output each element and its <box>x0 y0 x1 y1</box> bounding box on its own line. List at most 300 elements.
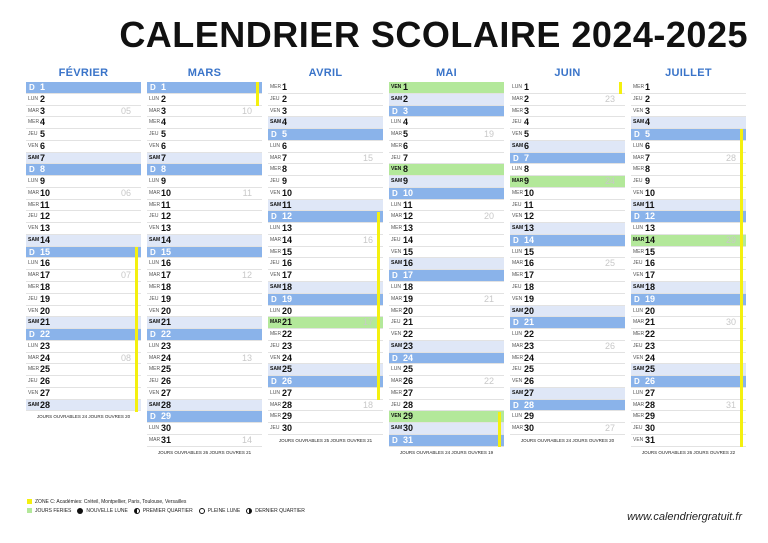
vacation-bar <box>135 247 138 412</box>
weekday-label: MAR <box>270 401 282 408</box>
day-row[interactable] <box>268 94 383 106</box>
day-row[interactable] <box>26 129 141 141</box>
day-row[interactable] <box>631 82 746 94</box>
weekday-label: LUN <box>633 389 644 396</box>
weekday-label: VEN <box>270 272 281 279</box>
day-row[interactable] <box>389 247 504 259</box>
weekday-label: LUN <box>512 84 523 90</box>
day-row[interactable] <box>510 388 625 400</box>
day-row[interactable] <box>268 129 383 141</box>
day-row[interactable] <box>631 223 746 235</box>
day-row[interactable] <box>631 235 746 247</box>
day-row[interactable] <box>631 106 746 118</box>
day-row[interactable] <box>268 188 383 200</box>
day-row[interactable] <box>631 141 746 153</box>
weekday-label: JEU <box>28 295 38 302</box>
weekday-label: JEU <box>270 425 280 432</box>
day-row[interactable] <box>147 294 262 306</box>
day-row[interactable] <box>147 388 262 400</box>
day-row[interactable] <box>268 376 383 388</box>
day-row[interactable] <box>147 400 262 412</box>
weekday-label: MAR <box>391 131 403 138</box>
weekday-label: JEU <box>633 260 643 267</box>
day-number: 10 <box>282 187 293 198</box>
weekday-label: MAR <box>512 95 524 102</box>
day-number: 29 <box>403 411 414 422</box>
day-number: 13 <box>161 223 172 234</box>
day-row[interactable] <box>147 129 262 141</box>
day-row[interactable] <box>147 223 262 235</box>
day-row[interactable] <box>631 353 746 365</box>
day-row[interactable] <box>631 94 746 106</box>
day-row[interactable] <box>26 117 141 129</box>
day-row[interactable] <box>510 353 625 365</box>
day-row[interactable] <box>268 82 383 94</box>
day-row[interactable] <box>268 388 383 400</box>
weekday-label: MAR <box>149 436 161 443</box>
day-row[interactable] <box>268 306 383 318</box>
day-row[interactable] <box>389 117 504 129</box>
day-row[interactable] <box>147 176 262 188</box>
day-number: 7 <box>282 152 288 163</box>
weekday-label: SAM <box>633 366 645 373</box>
day-number: 16 <box>645 258 656 269</box>
month-name: JUIN <box>554 67 581 79</box>
weekday-label: D <box>150 83 156 92</box>
weekday-label: LUN <box>28 260 39 267</box>
day-number: 20 <box>282 305 293 316</box>
day-number: 28 <box>40 399 51 410</box>
day-number: 9 <box>645 176 651 187</box>
day-row[interactable] <box>26 235 141 247</box>
day-row[interactable] <box>631 176 746 188</box>
weekday-label: VEN <box>28 389 39 396</box>
website-link[interactable]: www.calendriergratuit.fr <box>627 511 742 523</box>
day-number: 14 <box>645 234 656 245</box>
day-row[interactable] <box>631 364 746 376</box>
day-number: 27 <box>524 387 535 398</box>
weekday-label: MER <box>512 189 524 196</box>
weekday-label: VEN <box>633 272 644 279</box>
day-number: 22 <box>161 329 172 340</box>
day-row[interactable] <box>631 341 746 353</box>
day-row[interactable] <box>147 364 262 376</box>
day-row[interactable] <box>268 223 383 235</box>
day-row[interactable] <box>631 376 746 388</box>
day-row[interactable] <box>510 211 625 223</box>
day-row[interactable] <box>147 106 262 118</box>
day-row[interactable] <box>389 423 504 435</box>
day-row[interactable] <box>268 117 383 129</box>
day-row[interactable] <box>268 282 383 294</box>
day-number: 25 <box>161 364 172 375</box>
day-row[interactable] <box>26 247 141 259</box>
vacation-bar <box>740 129 743 447</box>
weekday-label: SAM <box>391 342 403 349</box>
weekday-label: VEN <box>633 354 644 361</box>
day-row[interactable] <box>510 270 625 282</box>
day-row[interactable] <box>26 282 141 294</box>
day-row[interactable] <box>26 329 141 341</box>
weekday-label: LUN <box>149 425 160 432</box>
day-row[interactable] <box>631 411 746 423</box>
weekday-label: LUN <box>512 331 523 338</box>
weekday-label: VEN <box>270 354 281 361</box>
weekday-label: JEU <box>512 119 522 126</box>
day-row[interactable] <box>268 294 383 306</box>
day-row[interactable] <box>631 129 746 141</box>
day-number: 20 <box>403 305 414 316</box>
day-row[interactable] <box>268 329 383 341</box>
day-row[interactable] <box>26 270 141 282</box>
day-row[interactable] <box>389 211 504 223</box>
day-row[interactable] <box>631 247 746 259</box>
day-row[interactable] <box>26 400 141 412</box>
day-row[interactable] <box>510 117 625 129</box>
day-row[interactable] <box>631 294 746 306</box>
day-number: 12 <box>403 211 414 222</box>
day-row[interactable] <box>147 94 262 106</box>
day-number: 22 <box>40 329 51 340</box>
day-list <box>510 82 625 435</box>
day-number: 4 <box>403 117 409 128</box>
weekday-label: D <box>271 130 277 140</box>
day-row[interactable] <box>268 258 383 270</box>
day-row[interactable] <box>147 282 262 294</box>
vacation-bar <box>619 82 622 94</box>
day-row[interactable] <box>268 317 383 329</box>
day-row[interactable] <box>389 164 504 176</box>
day-row[interactable] <box>26 211 141 223</box>
day-row[interactable] <box>268 411 383 423</box>
day-row[interactable] <box>631 211 746 223</box>
day-number: 18 <box>524 282 535 293</box>
day-row[interactable] <box>147 353 262 365</box>
day-row[interactable] <box>26 364 141 376</box>
day-row[interactable] <box>268 176 383 188</box>
day-row[interactable] <box>26 94 141 106</box>
day-number: 14 <box>524 234 535 245</box>
day-row[interactable] <box>510 376 625 388</box>
weekday-label: SAM <box>633 284 645 291</box>
day-row[interactable] <box>147 200 262 212</box>
day-row[interactable] <box>631 317 746 329</box>
day-row[interactable] <box>510 306 625 318</box>
weekday-label: SAM <box>270 366 282 373</box>
day-row[interactable] <box>389 317 504 329</box>
day-row[interactable] <box>389 364 504 376</box>
day-row[interactable] <box>389 341 504 353</box>
weekday-label: D <box>392 271 398 281</box>
weekday-label: VEN <box>28 142 39 149</box>
day-row[interactable] <box>510 235 625 247</box>
day-row[interactable] <box>26 376 141 388</box>
day-row[interactable] <box>268 270 383 282</box>
day-row[interactable] <box>631 153 746 165</box>
weekday-label: SAM <box>28 154 40 161</box>
weekday-label: JEU <box>391 401 401 408</box>
weekday-label: SAM <box>391 425 403 432</box>
day-number: 2 <box>524 93 530 104</box>
day-row[interactable] <box>268 106 383 118</box>
day-row[interactable] <box>631 282 746 294</box>
day-row[interactable] <box>26 176 141 188</box>
day-number: 14 <box>161 234 172 245</box>
weekday-label: LUN <box>391 201 402 208</box>
legend-feries-label: JOURS FERIES <box>35 507 72 514</box>
day-row[interactable] <box>147 247 262 259</box>
day-row[interactable] <box>26 306 141 318</box>
weekday-label: JEU <box>512 201 522 208</box>
weekday-label: D <box>150 330 156 340</box>
day-row[interactable] <box>147 376 262 388</box>
day-row[interactable] <box>268 141 383 153</box>
day-row[interactable] <box>26 200 141 212</box>
weekday-label: D <box>271 377 277 387</box>
day-row[interactable] <box>389 200 504 212</box>
day-row[interactable] <box>510 317 625 329</box>
day-row[interactable] <box>389 129 504 141</box>
weekday-label: VEN <box>391 166 402 173</box>
day-row[interactable] <box>268 423 383 435</box>
day-row[interactable] <box>510 129 625 141</box>
day-row[interactable] <box>389 329 504 341</box>
day-row[interactable] <box>631 329 746 341</box>
day-row[interactable] <box>389 270 504 282</box>
day-row[interactable] <box>147 82 262 94</box>
day-row[interactable] <box>147 270 262 282</box>
day-row[interactable] <box>268 400 383 412</box>
weekday-label: MER <box>633 84 645 90</box>
day-number: 8 <box>40 164 46 175</box>
day-row[interactable] <box>26 388 141 400</box>
day-row[interactable] <box>147 411 262 423</box>
day-row[interactable] <box>26 82 141 94</box>
day-row[interactable] <box>510 82 625 94</box>
day-number: 9 <box>40 176 46 187</box>
day-row[interactable] <box>26 153 141 165</box>
day-row[interactable] <box>389 153 504 165</box>
day-row[interactable] <box>26 294 141 306</box>
day-row[interactable] <box>147 141 262 153</box>
weekday-label: SAM <box>270 201 282 208</box>
day-number: 13 <box>524 223 535 234</box>
day-row[interactable] <box>26 353 141 365</box>
day-row[interactable] <box>389 258 504 270</box>
day-row[interactable] <box>510 411 625 423</box>
weekday-label: SAM <box>28 401 40 408</box>
weekday-label: MAR <box>270 319 282 326</box>
weekday-label: VEN <box>149 225 160 232</box>
day-row[interactable] <box>26 258 141 270</box>
day-row[interactable] <box>510 176 625 188</box>
weekday-label: VEN <box>391 84 402 90</box>
day-row[interactable] <box>510 164 625 176</box>
day-row[interactable] <box>268 341 383 353</box>
day-number: 16 <box>403 258 414 269</box>
legend-zone-label: ZONE C: Académies: Créteil, Montpellier, Paris, Toulouse, Versailles <box>35 498 187 505</box>
day-row[interactable] <box>147 329 262 341</box>
weekday-label: D <box>513 400 519 410</box>
day-row[interactable] <box>510 141 625 153</box>
day-row[interactable] <box>389 353 504 365</box>
day-row[interactable] <box>147 153 262 165</box>
day-row[interactable] <box>147 258 262 270</box>
day-row[interactable] <box>389 188 504 200</box>
legend-zone <box>27 497 305 506</box>
weekday-label: MER <box>28 119 40 126</box>
day-number: 8 <box>161 164 167 175</box>
day-row[interactable] <box>389 223 504 235</box>
day-row[interactable] <box>147 235 262 247</box>
day-row[interactable] <box>389 94 504 106</box>
day-row[interactable] <box>389 388 504 400</box>
weekday-label: D <box>271 212 277 222</box>
day-row[interactable] <box>389 411 504 423</box>
day-row[interactable] <box>631 164 746 176</box>
day-number: 26 <box>645 376 656 387</box>
day-row[interactable] <box>147 306 262 318</box>
legend-full-moon-label: PLEINE LUNE <box>207 507 241 514</box>
day-row[interactable] <box>268 211 383 223</box>
day-row[interactable] <box>389 176 504 188</box>
day-row[interactable] <box>268 164 383 176</box>
day-row[interactable] <box>510 94 625 106</box>
day-row[interactable] <box>268 200 383 212</box>
weekday-label: SAM <box>149 154 161 161</box>
weekday-label: D <box>29 247 35 257</box>
day-row[interactable] <box>389 106 504 118</box>
day-row[interactable] <box>510 282 625 294</box>
day-row[interactable] <box>26 141 141 153</box>
day-number: 15 <box>161 246 172 257</box>
weekday-label: LUN <box>28 95 39 102</box>
day-row[interactable] <box>631 423 746 435</box>
day-row[interactable] <box>631 435 746 447</box>
day-row[interactable] <box>631 188 746 200</box>
day-number: 11 <box>645 199 655 210</box>
weekday-label: D <box>392 106 398 116</box>
day-row[interactable] <box>147 211 262 223</box>
month-footer: JOURS OUVRABLES 26 JOURS OUVRES 21 <box>157 449 252 455</box>
day-row[interactable] <box>26 317 141 329</box>
week-number: 15 <box>362 152 373 163</box>
weekday-label: LUN <box>633 142 644 149</box>
day-row[interactable] <box>510 341 625 353</box>
day-row[interactable] <box>510 153 625 165</box>
weekday-label: JEU <box>633 95 643 102</box>
day-row[interactable] <box>389 82 504 94</box>
day-row[interactable] <box>389 435 504 447</box>
day-row[interactable] <box>26 341 141 353</box>
day-row[interactable] <box>147 435 262 447</box>
weekday-label: SAM <box>149 319 161 326</box>
day-row[interactable] <box>510 364 625 376</box>
day-number: 23 <box>645 340 656 351</box>
weekday-label: MAR <box>512 178 524 185</box>
day-row[interactable] <box>510 423 625 435</box>
day-row[interactable] <box>26 188 141 200</box>
day-row[interactable] <box>389 235 504 247</box>
day-row[interactable] <box>389 376 504 388</box>
day-number: 17 <box>524 270 535 281</box>
day-row[interactable] <box>631 306 746 318</box>
day-row[interactable] <box>631 117 746 129</box>
day-number: 13 <box>645 223 656 234</box>
day-row[interactable] <box>631 388 746 400</box>
weekday-label: LUN <box>391 366 402 373</box>
day-row[interactable] <box>26 106 141 118</box>
day-number: 6 <box>40 140 46 151</box>
day-number: 31 <box>161 434 172 445</box>
day-number: 30 <box>282 423 293 434</box>
day-row[interactable] <box>389 282 504 294</box>
weekday-label: D <box>513 153 519 163</box>
day-number: 24 <box>40 352 51 363</box>
weekday-label: JEU <box>149 378 159 385</box>
week-number: 27 <box>604 423 615 434</box>
day-number: 10 <box>403 187 414 198</box>
legend-new-moon-label: NOUVELLE LUNE <box>86 507 128 514</box>
day-number: 19 <box>524 293 535 304</box>
day-row[interactable] <box>389 306 504 318</box>
day-row[interactable] <box>147 117 262 129</box>
vacation-swatch <box>27 499 32 504</box>
day-row[interactable] <box>268 247 383 259</box>
day-row[interactable] <box>147 164 262 176</box>
day-row[interactable] <box>147 188 262 200</box>
day-row[interactable] <box>26 164 141 176</box>
day-row[interactable] <box>510 106 625 118</box>
day-list <box>147 82 262 447</box>
day-number: 1 <box>403 82 409 92</box>
day-row[interactable] <box>631 258 746 270</box>
day-row[interactable] <box>389 294 504 306</box>
day-row[interactable] <box>147 341 262 353</box>
weekday-label: MER <box>391 307 403 314</box>
weekday-label: VEN <box>512 213 523 220</box>
day-row[interactable] <box>268 153 383 165</box>
day-row[interactable] <box>631 200 746 212</box>
day-number: 18 <box>161 282 172 293</box>
day-row[interactable] <box>510 400 625 412</box>
weekday-label: VEN <box>633 107 644 114</box>
day-row[interactable] <box>510 223 625 235</box>
day-row[interactable] <box>147 317 262 329</box>
day-row[interactable] <box>147 423 262 435</box>
day-number: 16 <box>161 258 172 269</box>
day-row[interactable] <box>631 270 746 282</box>
day-row[interactable] <box>268 235 383 247</box>
day-row[interactable] <box>389 141 504 153</box>
day-row[interactable] <box>510 258 625 270</box>
day-row[interactable] <box>510 294 625 306</box>
day-number: 1 <box>40 82 46 92</box>
day-row[interactable] <box>510 247 625 259</box>
day-row[interactable] <box>510 200 625 212</box>
day-row[interactable] <box>26 223 141 235</box>
day-row[interactable] <box>631 400 746 412</box>
day-number: 22 <box>645 329 656 340</box>
day-row[interactable] <box>510 188 625 200</box>
day-row[interactable] <box>510 329 625 341</box>
weekday-label: JEU <box>28 131 38 138</box>
day-row[interactable] <box>268 353 383 365</box>
day-row[interactable] <box>389 400 504 412</box>
day-number: 5 <box>40 129 46 140</box>
weekday-label: MER <box>28 284 40 291</box>
day-row[interactable] <box>268 364 383 376</box>
